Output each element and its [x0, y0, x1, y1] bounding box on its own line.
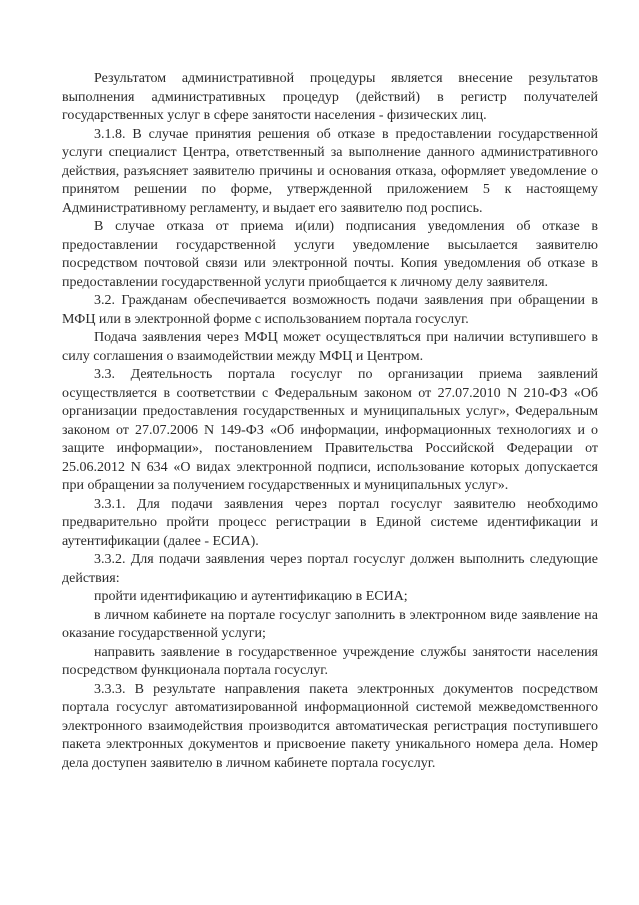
- paragraph-result: Результатом административной процедуры является внесение результатов выполнения административных процедур (действий) в регистр получателей государственных услуг в сфере занятости населения - физических лиц.: [62, 71, 598, 123]
- paragraph-refusal-notice: В случае отказа от приема и(или) подписания уведомления об отказе в предоставлении государственной услуги уведомление высылается заявителю посредством почтовой связи или электронной почты. Копия уведомления об отказе в предоставлении государственной услуги приобщается к личному делу заявителя.: [62, 219, 598, 290]
- paragraph-step-2: в личном кабинете на портале госуслуг заполнить в электронном виде заявление на оказание государственной услуги;: [62, 607, 598, 641]
- paragraph-mfc: Подача заявления через МФЦ может осуществляться при наличии вступившего в силу соглашения о взаимодействии между МФЦ и Центром.: [62, 330, 598, 364]
- paragraph-3-3-2: 3.3.2. Для подачи заявления через портал госуслуг должен выполнить следующие действия:: [62, 552, 598, 586]
- paragraph-step-3: направить заявление в государственное учреждение службы занятости населения посредством функционала портала госуслуг.: [62, 644, 598, 678]
- paragraph-3-1-8: 3.1.8. В случае принятия решения об отказе в предоставлении государственной услуги специалист Центра, ответственный за выполнение данного административного действия, разъясняет заявителю причины и основания отказа, оформляет уведомление о принятом решении по форме, утвержденной приложением 5 к настоящему Административному регламенту, и выдает его заявителю под роспись.: [62, 126, 598, 216]
- paragraph-3-3: 3.3. Деятельность портала госуслуг по организации приема заявлений осуществляется в соответствии с Федеральным законом от 27.07.2010 N 210-ФЗ «Об организации предоставления государственных и муниципальных услуг», Федеральным законом от 27.07.2006 N 149-ФЗ «Об информации, информационных технологиях и о защите информации», постановлением Правительства Российской Федерации от 25.06.2012 N 634 «О видах электронной подписи, использование которых допускается при обращении за получением государственных и муниципальных услуг».: [62, 367, 598, 493]
- paragraph-3-3-3: 3.3.3. В результате направления пакета электронных документов посредством портала госуслуг автоматизированной информационной системой межведомственного электронного взаимодействия производится автоматическая регистрация поступившего пакета электронных документов и присвоение пакету уникального номера дела. Номер дела доступен заявителю в личном кабинете портала госуслуг.: [62, 681, 598, 771]
- paragraph-3-3-1: 3.3.1. Для подачи заявления через портал госуслуг заявителю необходимо предварительно пройти процесс регистрации в Единой системе идентификации и аутентификации (далее - ЕСИА).: [62, 496, 598, 549]
- paragraph-3-2: 3.2. Гражданам обеспечивается возможность подачи заявления при обращении в МФЦ или в электронной форме с использованием портала госуслуг.: [62, 293, 598, 327]
- document-page: [62, 70, 598, 773]
- paragraph-step-1: пройти идентификацию и аутентификацию в ЕСИА;: [94, 589, 408, 604]
